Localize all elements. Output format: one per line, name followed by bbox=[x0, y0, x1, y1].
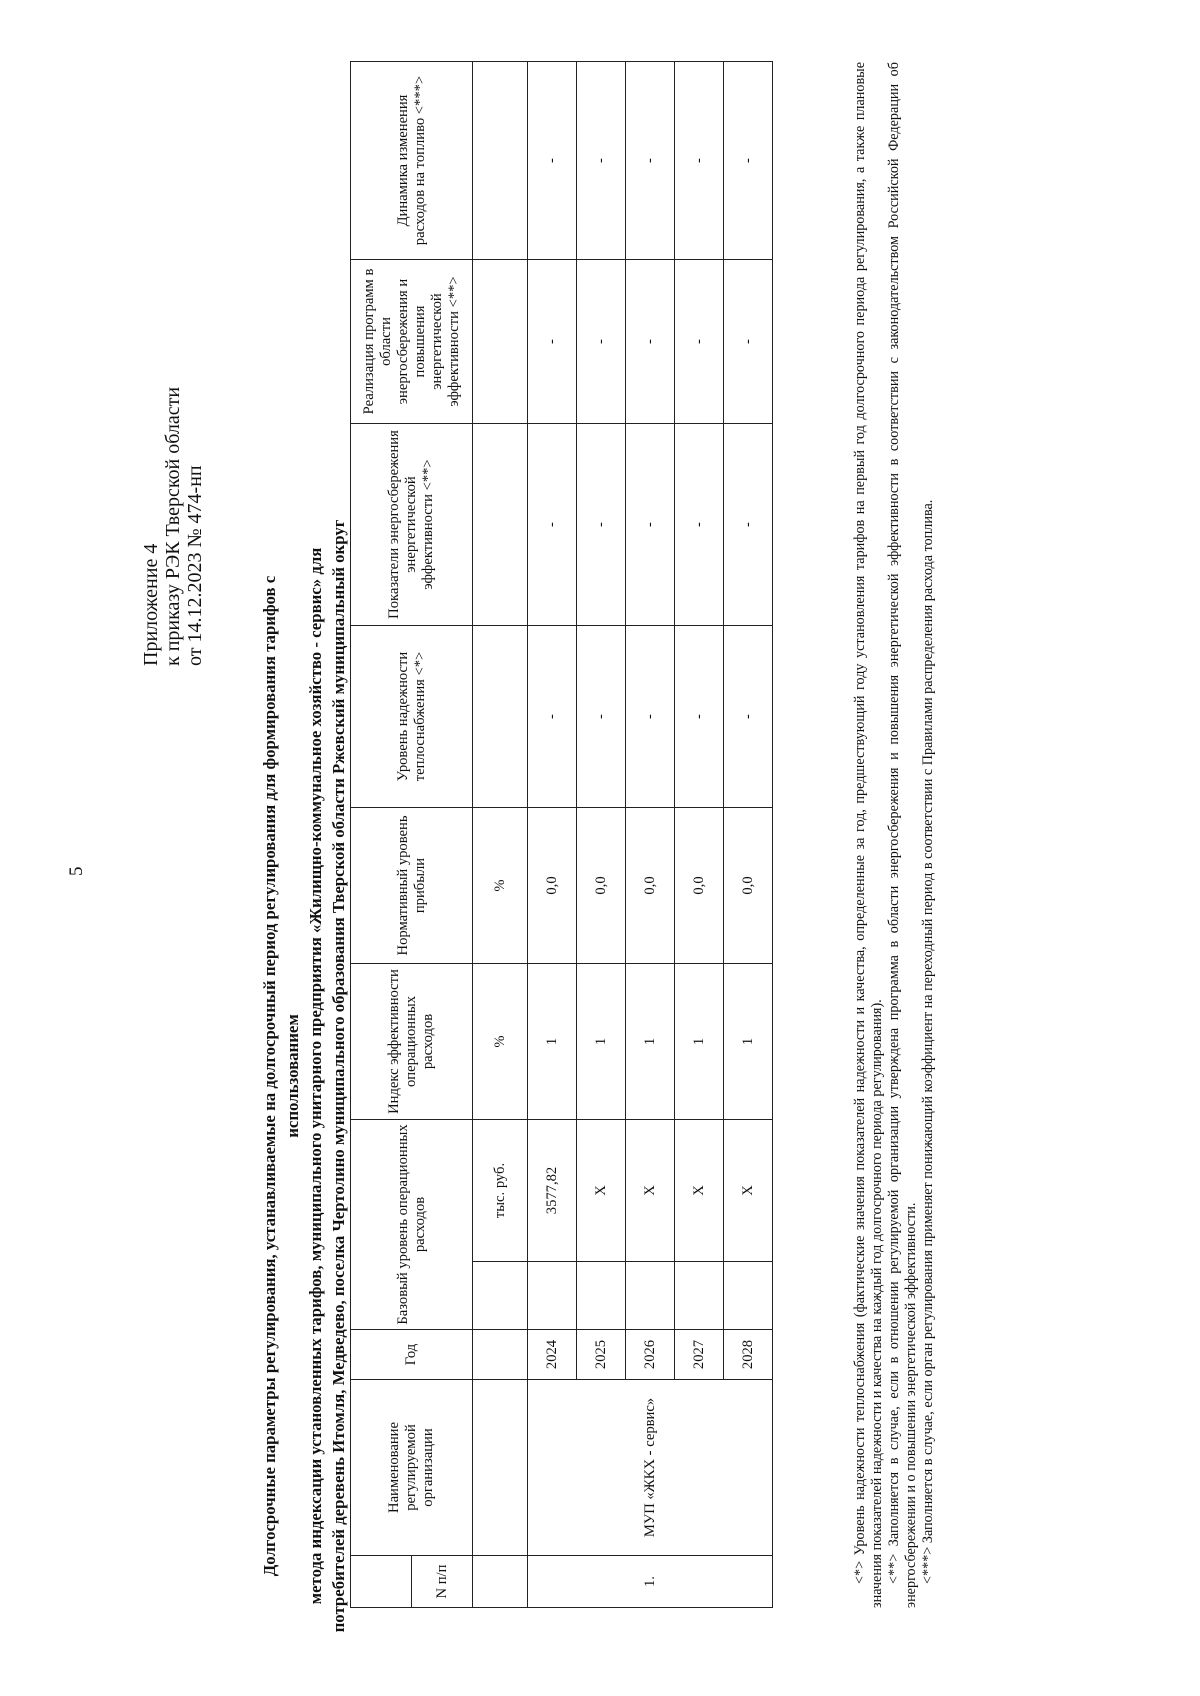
cell-profit: 0,0 bbox=[626, 808, 675, 964]
cell-base-spacer bbox=[675, 1262, 724, 1330]
cell-base: Х bbox=[577, 1120, 626, 1262]
unit-index: % bbox=[473, 964, 528, 1120]
cell-reliability: - bbox=[528, 626, 577, 808]
cell-index: 1 bbox=[626, 964, 675, 1120]
units-cell-empty bbox=[473, 1262, 528, 1330]
cell-profit: 0,0 bbox=[577, 808, 626, 964]
cell-fuel: - bbox=[528, 62, 577, 260]
units-cell-empty bbox=[473, 1330, 528, 1380]
cell-index: 1 bbox=[528, 964, 577, 1120]
cell-base: Х bbox=[675, 1120, 724, 1262]
cell-base: Х bbox=[626, 1120, 675, 1262]
appendix-stamp bbox=[140, 387, 206, 666]
cell-energy-programs: - bbox=[626, 260, 675, 424]
cell-base: Х bbox=[724, 1120, 773, 1262]
table-row bbox=[577, 62, 626, 1608]
cell-energy-programs: - bbox=[724, 260, 773, 424]
col-header-org: Наименование регулируемой организации bbox=[351, 1380, 473, 1556]
col-header-reliability: Уровень надежности теплоснабжения <*> bbox=[351, 626, 473, 808]
table-row bbox=[626, 62, 675, 1608]
cell-energy-indicators: - bbox=[724, 424, 773, 626]
cell-profit: 0,0 bbox=[724, 808, 773, 964]
appendix-stamp-line: Приложение 4 bbox=[140, 543, 162, 666]
cell-year: 2028 bbox=[724, 1330, 773, 1380]
cell-year: 2024 bbox=[528, 1330, 577, 1380]
cell-energy-indicators: - bbox=[626, 424, 675, 626]
org-number: 1. bbox=[528, 1556, 773, 1608]
page-number: 5 bbox=[66, 866, 87, 876]
cell-reliability: - bbox=[626, 626, 675, 808]
unit-base: тыс. руб. bbox=[473, 1120, 528, 1262]
org-name: МУП «ЖКХ - сервис» bbox=[528, 1380, 773, 1556]
cell-year: 2027 bbox=[675, 1330, 724, 1380]
cell-reliability: - bbox=[724, 626, 773, 808]
cell-base: 3577,82 bbox=[528, 1120, 577, 1262]
table-row bbox=[675, 62, 724, 1608]
col-header-profit: Нормативный уровень прибыли bbox=[351, 808, 473, 964]
cell-profit: 0,0 bbox=[528, 808, 577, 964]
cell-energy-programs: - bbox=[675, 260, 724, 424]
footnote-fuel: <***> Заполняется в случае, если орган регулирования применяет понижающий коэффициент на переходный период в соответствии с Правилами распределения расхода топлива. bbox=[920, 499, 936, 1584]
cell-year: 2026 bbox=[626, 1330, 675, 1380]
appendix-stamp-line: к приказу РЭК Тверской области bbox=[162, 386, 184, 666]
units-cell-empty bbox=[473, 424, 528, 626]
document-title-line: метода индексации установленных тарифов, муниципального унитарного предприятия «Жилищно-коммунальное хозяйство - сервис» для bbox=[306, 547, 325, 1605]
table-row bbox=[528, 62, 577, 1608]
unit-profit: % bbox=[473, 808, 528, 964]
cell-year: 2025 bbox=[577, 1330, 626, 1380]
cell-energy-indicators: - bbox=[577, 424, 626, 626]
cell-reliability: - bbox=[577, 626, 626, 808]
col-header-blank bbox=[351, 1556, 412, 1608]
document-title-line: потребителей деревень Итомля, Медведево, поселка Чертолино муниципального образования Тверской области Ржевский муниципальный округ bbox=[329, 519, 348, 1633]
cell-fuel: - bbox=[577, 62, 626, 260]
col-header-fuel: Динамика изменения расходов на топливо <***> bbox=[351, 62, 473, 260]
document-title-line: Долгосрочные параметры регулирования, устанавливаемые на долгосрочный период регулирования для формирования тарифов с использованием bbox=[260, 575, 302, 1577]
cell-energy-indicators: - bbox=[528, 424, 577, 626]
cell-index: 1 bbox=[577, 964, 626, 1120]
cell-energy-programs: - bbox=[577, 260, 626, 424]
cell-energy-programs: - bbox=[528, 260, 577, 424]
col-header-year: Год bbox=[351, 1330, 473, 1380]
units-cell-empty bbox=[473, 626, 528, 808]
units-cell-empty bbox=[473, 1556, 528, 1608]
cell-energy-indicators: - bbox=[675, 424, 724, 626]
col-header-base: Базовый уровень операционных расходов bbox=[351, 1120, 473, 1330]
table-row bbox=[724, 62, 773, 1608]
units-cell-empty bbox=[473, 1380, 528, 1556]
cell-base-spacer bbox=[724, 1262, 773, 1330]
parameters-table bbox=[350, 61, 773, 1608]
cell-fuel: - bbox=[675, 62, 724, 260]
col-header-num: N п/п bbox=[412, 1556, 473, 1608]
cell-fuel: - bbox=[724, 62, 773, 260]
appendix-stamp-line: от 14.12.2023 № 474-нп bbox=[184, 465, 206, 666]
footnotes bbox=[852, 62, 937, 1608]
footnote-energy: <**> Заполняется в случае, если в отношении регулируемой организации утверждена программа в области энергосбережения и повышения энергетической эффективности в соответствии с законодательством Российской Федерации об энергосбережении и о повышении энергетической эффективности. bbox=[886, 62, 919, 1608]
units-cell-empty bbox=[473, 260, 528, 424]
cell-index: 1 bbox=[675, 964, 724, 1120]
cell-base-spacer bbox=[626, 1262, 675, 1330]
col-header-energy-programs: Реализация программ в области энергосбережения и повышения энергетической эффективности <**> bbox=[351, 260, 473, 424]
footnote-reliability: <*> Уровень надежности теплоснабжения (фактические значения показателей надежности и качества, определенные за год, предшествующий году установления тарифов на первый год долгосрочного периода регулирования, а также плановые значения показателей надежности и качества на каждый год долгосрочного периода регулирования). bbox=[852, 62, 885, 1608]
cell-base-spacer bbox=[577, 1262, 626, 1330]
col-header-index: Индекс эффективности операционных расходов bbox=[351, 964, 473, 1120]
units-cell-empty bbox=[473, 62, 528, 260]
cell-profit: 0,0 bbox=[675, 808, 724, 964]
cell-reliability: - bbox=[675, 626, 724, 808]
cell-fuel: - bbox=[626, 62, 675, 260]
document-title bbox=[258, 516, 350, 1636]
cell-index: 1 bbox=[724, 964, 773, 1120]
cell-base-spacer bbox=[528, 1262, 577, 1330]
col-header-energy-indicators: Показатели энергосбережения энергетической эффективности <**> bbox=[351, 424, 473, 626]
